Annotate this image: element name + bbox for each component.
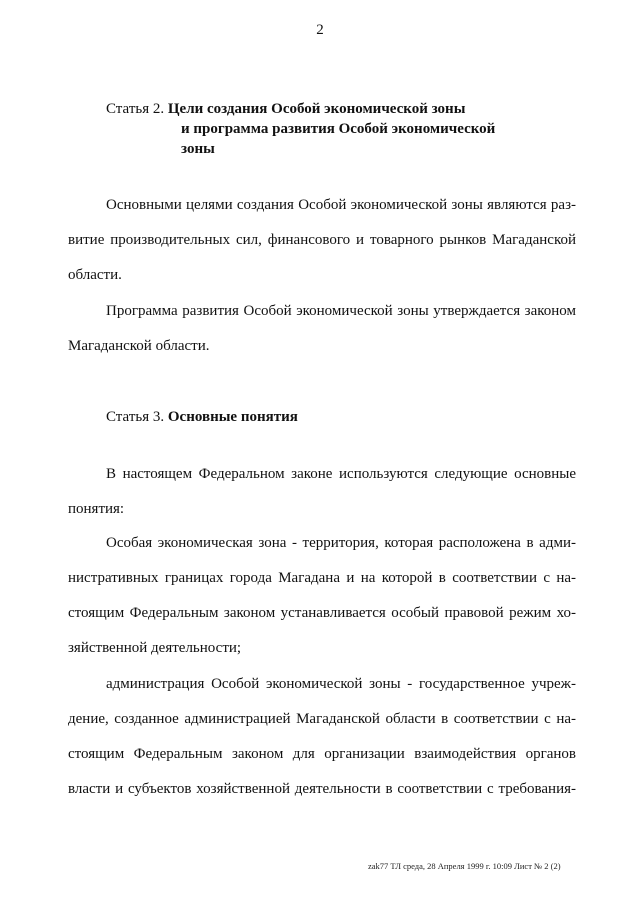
text-line: зяйственной деятельности; xyxy=(68,640,242,656)
text-line: нистративных границах города Магадана и на которой в соответствии с на- xyxy=(68,570,576,586)
article-2-heading xyxy=(106,99,546,159)
definition-zone-administration xyxy=(68,667,576,807)
definition-special-economic-zone xyxy=(68,526,576,666)
text-line: Магаданской области. xyxy=(68,338,210,354)
article-3-paragraph-intro xyxy=(68,457,576,527)
article-2-title-line: Цели создания Особой экономической зоны xyxy=(167,101,466,117)
article-2-paragraph-goals xyxy=(68,188,576,293)
text-line: власти и субъектов хозяйственной деятельности в соответствии с требования- xyxy=(68,781,576,797)
text-line: области. xyxy=(68,267,122,283)
text-line: Особая экономическая зона - территория, которая расположена в адми- xyxy=(106,535,576,551)
article-3-heading xyxy=(106,407,298,427)
article-2-paragraph-program xyxy=(68,294,576,364)
article-2-title-line: и программа развития Особой экономической xyxy=(181,121,496,137)
page-number: 2 xyxy=(316,22,324,38)
article-2-title-line: зоны xyxy=(181,141,215,157)
footer-print-stamp: zak77 ТЛ среда, 28 Апреля 1999 г. 10:09 Лист № 2 (2) xyxy=(368,861,561,871)
text-line: Основными целями создания Особой экономической зоны являются раз- xyxy=(106,197,576,213)
article-3-prefix: Статья 3. xyxy=(106,409,165,425)
text-line: стоящим Федеральным законом для организации взаимодействия органов xyxy=(68,746,576,762)
text-line: дение, созданное администрацией Магаданской области в соответствии с на- xyxy=(68,711,576,727)
text-line: стоящим Федеральным законом устанавливается особый правовой режим хо- xyxy=(68,605,576,621)
article-3-title: Основные понятия xyxy=(167,409,298,425)
text-line: понятия: xyxy=(68,501,125,517)
article-2-heading-line-1 xyxy=(106,99,546,119)
text-line: администрация Особой экономической зоны - государственное учреж- xyxy=(106,676,576,692)
article-2-prefix: Статья 2. xyxy=(106,101,165,117)
text-line: Программа развития Особой экономической зоны утверждается законом xyxy=(106,303,576,319)
text-line: витие производительных сил, финансового и товарного рынков Магаданской xyxy=(68,232,576,248)
text-line: В настоящем Федеральном законе используются следующие основные xyxy=(106,466,576,482)
